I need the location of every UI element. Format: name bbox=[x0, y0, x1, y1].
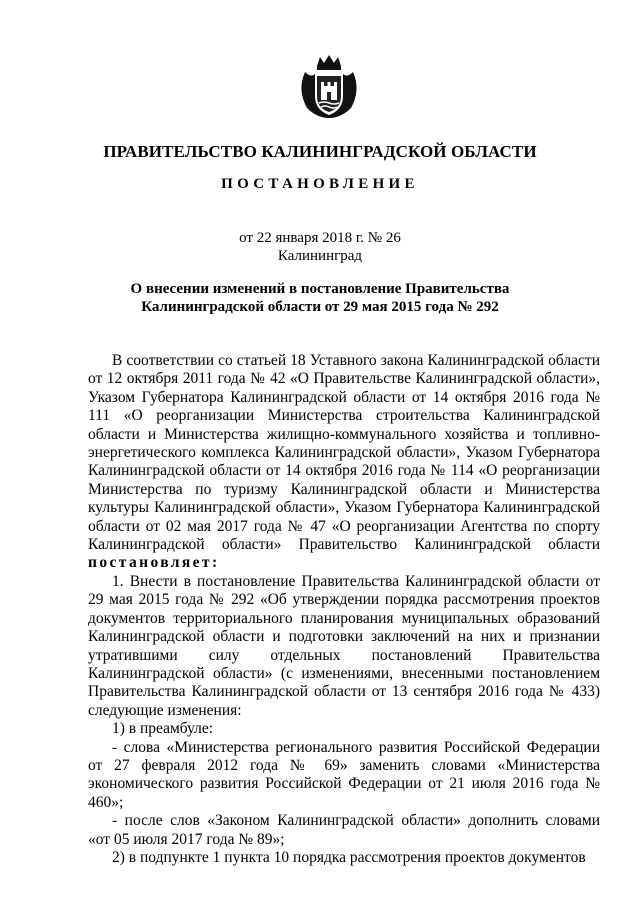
city-line: Калининград bbox=[277, 248, 363, 264]
government-title: ПРАВИТЕЛЬСТВО КАЛИНИНГРАДСКОЙ ОБЛАСТИ bbox=[103, 142, 537, 161]
document-title bbox=[0, 280, 640, 316]
subitem-1-paragraph: 1) в преамбуле: bbox=[112, 720, 214, 738]
item-1-paragraph: 1. Внести в постановление Правительства Калининградской области от 29 мая 2015 года № 292 «Об утверждении порядка рассмотрения проектов документов территориального планирования муниципальных образований Калининградской области и подготовки заключений на них и признании утратившими силу отдельных постановлений Правительства Калининградской области» (с изменениями, внесенными постановлением Правительства Калининградской области от 13 сентября 2016 года № 433) следующие изменения: bbox=[88, 572, 600, 719]
title-line-2: Калининградской области от 29 мая 2015 года № 292 bbox=[141, 299, 499, 315]
subitem-2-paragraph: 2) в подпункте 1 пункта 10 порядка рассмотрения проектов документов bbox=[112, 848, 586, 866]
date-line: от 22 января 2018 г. № 26 bbox=[239, 230, 401, 246]
title-line-1: О внесении изменений в постановление Правительства bbox=[130, 281, 510, 297]
document-type-heading: ПОСТАНОВЛЕНИЕ bbox=[221, 176, 419, 192]
coat-of-arms-icon bbox=[293, 52, 365, 120]
document-body bbox=[88, 352, 600, 867]
bullet-1-paragraph: - слова «Министерства регионального развития Российской Федерации от 27 февраля 2012 года № 69» заменить словами «Министерства экономического развития Российской Федерации от 21 июля 2016 года № 460»; bbox=[88, 738, 600, 811]
preamble-paragraph bbox=[88, 352, 600, 573]
document-meta bbox=[0, 229, 640, 265]
preamble-text: В соответствии со статьей 18 Уставного закона Калининградской области от 12 октября 2011 года № 42 «О Правительстве Калининградской области», Указом Губернатора Калининградской области от 14 октября 2016 года № 111 «О реорганизации Министерства строительства Калининградской области и Министерства жилищно-коммунального хозяйства и топливно-энергетического комплекса Калининградской области», Указом Губернатора Калининградской области от 14 октября 2016 года № 114 «О реорганизации Министерства по туризму Калининградской области и Министерства культуры Калининградской области», Указом Губернатора Калининградской области от 02 мая 2017 года № 47 «О реорганизации Агентства по спорту Калининградской области» Правительство Калининградской области bbox=[88, 352, 600, 554]
resolves-text: постановляет: bbox=[88, 554, 220, 572]
bullet-2-paragraph: - после слов «Законом Калининградской области» дополнить словами «от 05 июля 2017 года № 89»; bbox=[88, 812, 600, 848]
